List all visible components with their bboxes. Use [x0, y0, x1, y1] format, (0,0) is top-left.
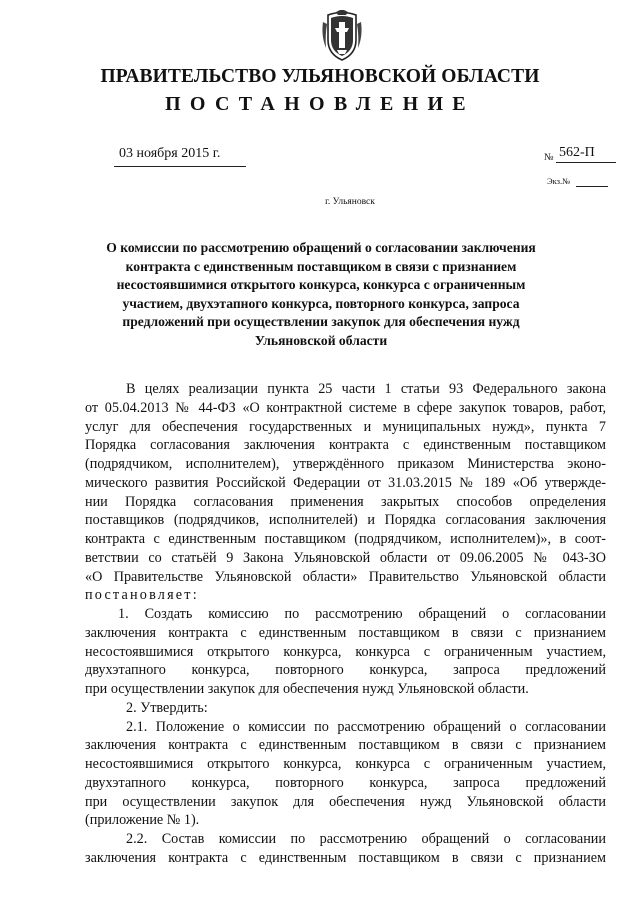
body-line: Порядка согласования заключения контракта с единственным поставщиком [85, 437, 606, 453]
title-line: несостоявшимися открытого конкурса, конкурса с ограниченным [116, 277, 526, 293]
body-line: В целях реализации пункта 25 части 1 статьи 93 Федерального закона [126, 381, 606, 397]
body-line: «О Правительстве Ульяновской области» Правительство Ульяновской области [85, 569, 606, 585]
document-number: 562-П [559, 145, 595, 160]
number-sign: № [544, 152, 554, 163]
document-title [100, 239, 542, 351]
body-line: от 05.04.2013 № 44-ФЗ «О контрактной системе в сфере закупок товаров, работ, [85, 400, 606, 416]
body-line: заключения контракта с единственным поставщиком в связи с признанием [85, 625, 606, 641]
copy-number-label: Экз.№ [547, 176, 571, 186]
title-line: Ульяновской области [254, 332, 388, 348]
city: г. Ульяновск [325, 197, 375, 207]
copy-number-underline [576, 186, 608, 187]
body-line: заключения контракта с единственным поставщиком в связи с признанием [85, 737, 606, 753]
body-line: поставщиков (подрядчиков, исполнителей) и Порядка согласования заключения [85, 512, 606, 528]
body-line: (приложение № 1). [85, 812, 200, 828]
body-line: постановляет: [85, 587, 199, 603]
coat-of-arms-icon [321, 10, 363, 62]
body-line: 2. Утвердить: [126, 700, 208, 716]
body-line: мического развития Российской Федерации от 31.03.2015 № 189 «Об утвержде- [85, 475, 606, 491]
body-line: заключения контракта с единственным поставщиком в связи с признанием [85, 850, 606, 866]
date-underline [114, 166, 246, 167]
number-underline [556, 162, 616, 163]
title-line: предложений при осуществлении закупок для обеспечения нужд [122, 314, 520, 330]
body-line: нии Порядка согласования применения закрытых способов определения [85, 494, 606, 510]
title-line: контракта с единственным поставщиком в связи с признанием [125, 258, 517, 274]
body-line: несостоявшимися открытого конкурса, конкурса с ограниченным участием, [85, 644, 606, 660]
body-line: 2.2. Состав комиссии по рассмотрению обращений о согласовании [126, 831, 606, 847]
body-line: при осуществлении закупок для обеспечения нужд Ульяновской области [85, 794, 606, 810]
body-line: при осуществлении закупок для обеспечения нужд Ульяновской области. [85, 681, 529, 697]
title-line: О комиссии по рассмотрению обращений о согласовании заключения [106, 240, 536, 255]
document-date: 03 ноября 2015 г. [119, 146, 221, 161]
body-line: ветствии со статьёй 9 Закона Ульяновской области от 09.06.2005 № 043-ЗО [85, 550, 606, 566]
body-line: двухэтапного конкурса, повторного конкурса, запроса предложений [85, 775, 606, 791]
body-line: двухэтапного конкурса, повторного конкурса, запроса предложений [85, 662, 606, 678]
body-line: контракта с единственным поставщиком (подрядчиком, исполнителем)», в соот- [85, 531, 606, 547]
title-line: участием, двухэтапного конкурса, повторного конкурса, запроса [122, 295, 520, 311]
body-line: несостоявшимися открытого конкурса, конкурса с ограниченным участием, [85, 756, 606, 772]
body-line: 1. Создать комиссию по рассмотрению обращений о согласовании [118, 606, 606, 622]
body-line: (подрядчиком, исполнителем), утверждённого приказом Министерства эконо- [85, 456, 606, 472]
document-type: ПОСТАНОВЛЕНИЕ [165, 93, 475, 115]
body-line: услуг для обеспечения государственных и муниципальных нужд», пункта 7 [85, 419, 606, 435]
government-name: ПРАВИТЕЛЬСТВО УЛЬЯНОВСКОЙ ОБЛАСТИ [100, 66, 540, 87]
body-line: 2.1. Положение о комиссии по рассмотрению обращений о согласовании [126, 719, 606, 735]
